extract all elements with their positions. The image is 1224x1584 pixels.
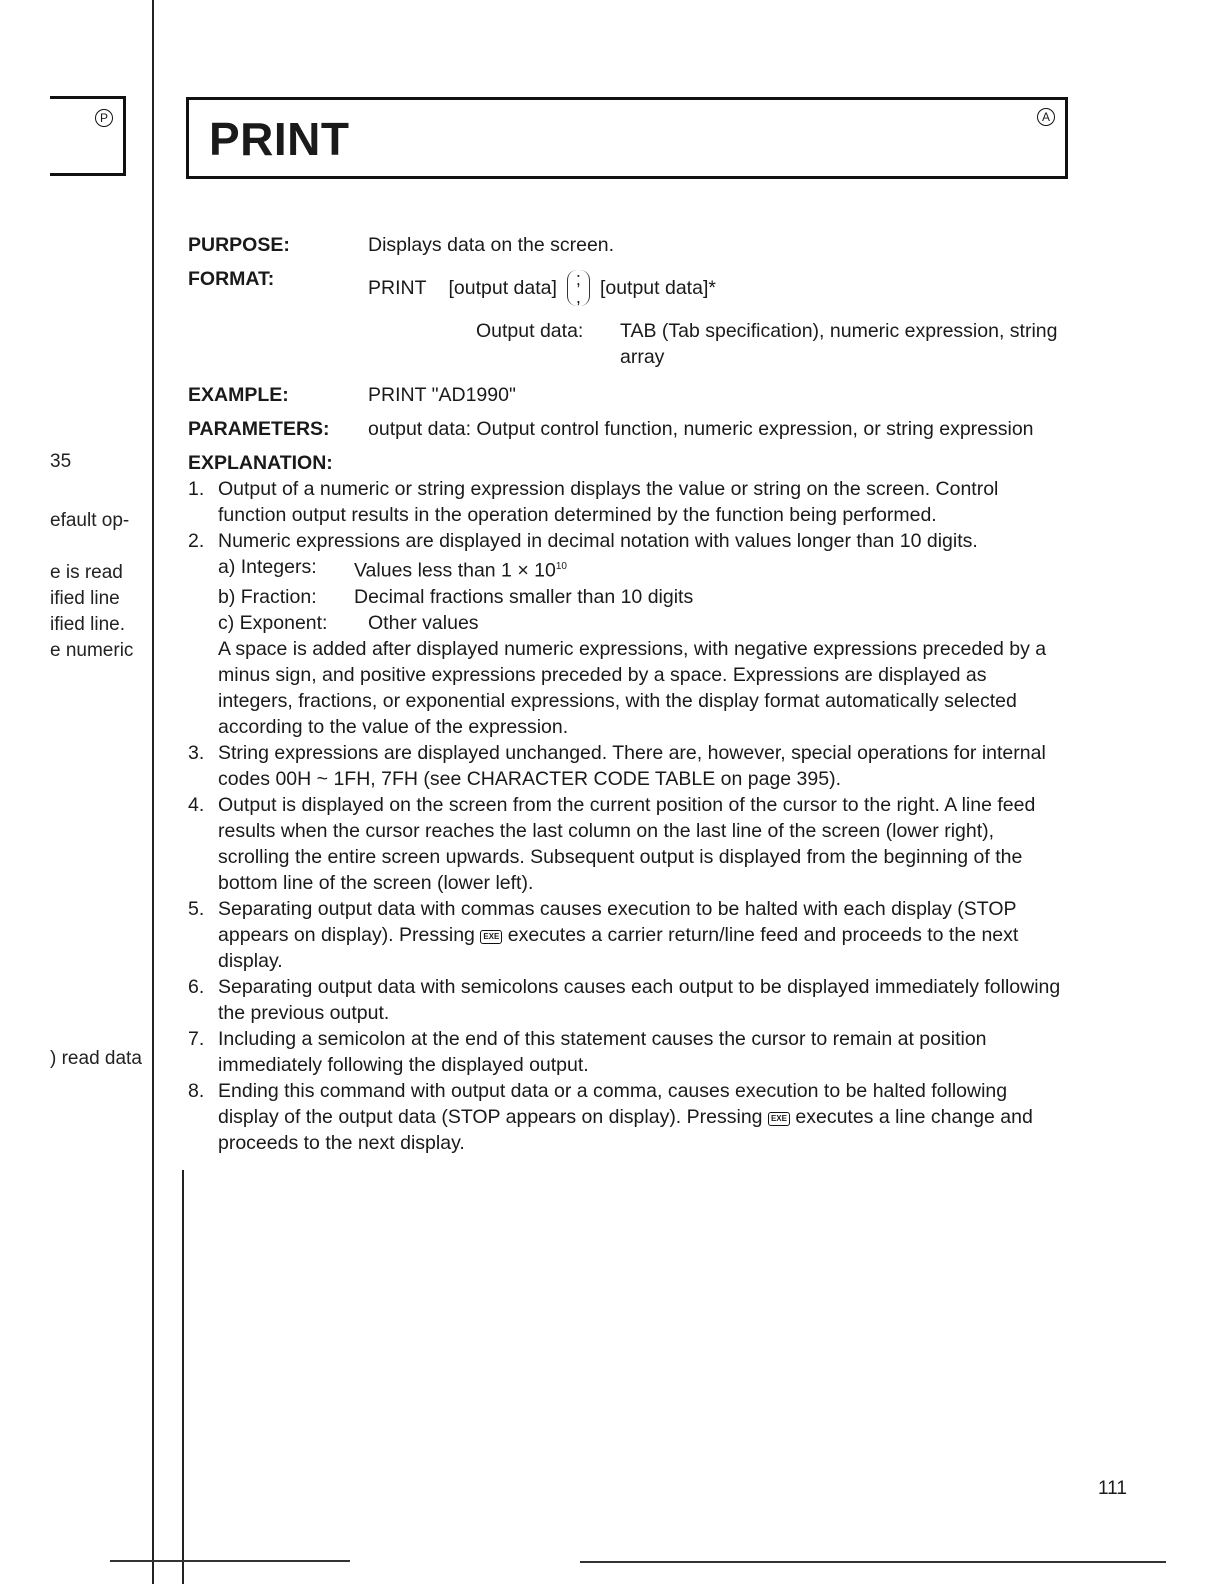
sub-item-label: c) Exponent: [218,611,328,634]
item-text: Separating output data with commas causes execution to be halted with each display (STOP appears on display). Pressing [218,897,1017,946]
purpose-text: Displays data on the screen. [368,234,615,256]
exe-key-icon: EXE [768,1112,790,1126]
format-keyword: PRINT [368,277,427,299]
item-text: Ending this command with output data or a comma, causes execution to be halted following display of the output data (STOP appears on display). Pressing [218,1079,1008,1128]
list-item [188,896,1066,974]
separator-semicolon: ; [575,269,581,289]
list-item [188,528,1066,740]
purpose-row [188,232,1066,258]
exe-key-icon: EXE [480,930,502,944]
list-item [188,1026,1066,1078]
item-text: Numeric expressions are displayed in decimal notation with values longer than 10 digits. [218,530,978,552]
format-row [188,266,1066,306]
item-number: 8. [188,1079,205,1102]
list-item [188,1078,1066,1156]
previous-page-tab [50,96,126,176]
format-label: FORMAT: [188,268,275,290]
margin-fragment: 35 [50,451,72,472]
item-number: 1. [188,478,205,500]
sub-item-integers [218,554,1066,584]
item-number: 5. [188,897,205,920]
explanation-label: EXPLANATION: [188,452,333,474]
item-text: Output of a numeric or string expression displays the value or string on the screen. Control function output results in the operation determined by the function being performed. [218,478,999,526]
separator-brace [567,270,590,306]
item-text: executes a line change and proceeds to the next display. [218,1105,1033,1154]
margin-fragment: ) read data [50,1048,142,1069]
example-label: EXAMPLE: [188,384,289,406]
margin-fragment: ified line. [50,614,125,635]
item-text: Output is displayed on the screen from the current position of the cursor to the right. A line feed results when the cursor reaches the last column on the last line of the screen (lower right), scrolling the entire screen upwards. Subsequent output is displayed from the beginning of the bottom line of the screen (lower left). [218,793,1036,894]
sub-item-text [354,554,567,584]
item-text: Including a semicolon at the end of this statement causes the cursor to remain at position immediately following the displayed output. [218,1027,987,1076]
output-data-definition [476,318,1066,370]
separator-comma: , [575,287,581,307]
item-number: 4. [188,793,205,816]
margin-fragment: ified line [50,588,120,609]
item-number: 3. [188,741,205,764]
p-symbol-icon: P [95,109,113,127]
format-syntax [368,270,1066,306]
parameters-text: output data: Output control function, numeric expression, or string expression [368,418,1034,440]
sub-item-label: a) Integers: [218,556,317,578]
margin-fragment: e numeric [50,640,134,661]
page-title: PRINT [209,113,350,165]
list-item [188,792,1066,896]
format-arg1: [output data] [448,277,557,299]
exponent: 10 [555,561,567,572]
example-text: PRINT "AD1990" [368,384,516,406]
parameters-label: PARAMETERS: [188,418,330,440]
sub-item-fraction [218,584,1066,610]
margin-fragment: e is read [50,562,123,583]
bottom-rule-left [110,1560,350,1562]
sub-item-value: Values less than 1 × 10 [354,559,556,582]
item-note: A space is added after displayed numeric expressions, with negative expressions preceded by a minus sign, and positive expressions preceded by a space. Expressions are displayed as integers, fractions, or exponential expressions, with the display format automatically selected according to the value of the expression. [218,637,1047,738]
output-data-text: TAB (Tab specification), numeric expression, string array [620,320,1058,368]
item-number: 2. [188,530,205,552]
purpose-label: PURPOSE: [188,234,290,256]
sub-item-exponent [218,610,1066,636]
page-number: 111 [1098,1478,1127,1499]
item-number: 6. [188,975,205,998]
gutter-line [152,0,154,1584]
item-text: Separating output data with semicolons causes each output to be displayed immediately following the previous output. [218,975,1061,1024]
binding-line [182,1170,184,1584]
margin-fragment: efault op- [50,510,130,531]
list-item [188,974,1066,1026]
command-description [188,232,1066,1156]
bottom-rule [580,1561,1166,1563]
parameters-row [188,416,1066,442]
example-row [188,382,1066,408]
format-arg2: [output data]* [599,277,716,299]
title-box [186,97,1068,179]
sub-item-text: Decimal fractions smaller than 10 digits [354,585,694,608]
a-symbol-icon: A [1037,108,1055,126]
item-text: executes a carrier return/line feed and proceeds to the next display. [218,923,1019,972]
explanation-list [188,476,1066,1156]
sub-item-text: Other values [368,611,479,634]
list-item [188,740,1066,792]
sub-item-label: b) Fraction: [218,585,317,608]
output-data-label: Output data: [476,320,584,342]
list-item [188,476,1066,528]
item-text: String expressions are displayed unchanged. There are, however, special operations for internal codes 00H ~ 1FH, 7FH (see CHARACTER CODE TABLE on page 395). [218,741,1046,790]
item-number: 7. [188,1027,205,1050]
